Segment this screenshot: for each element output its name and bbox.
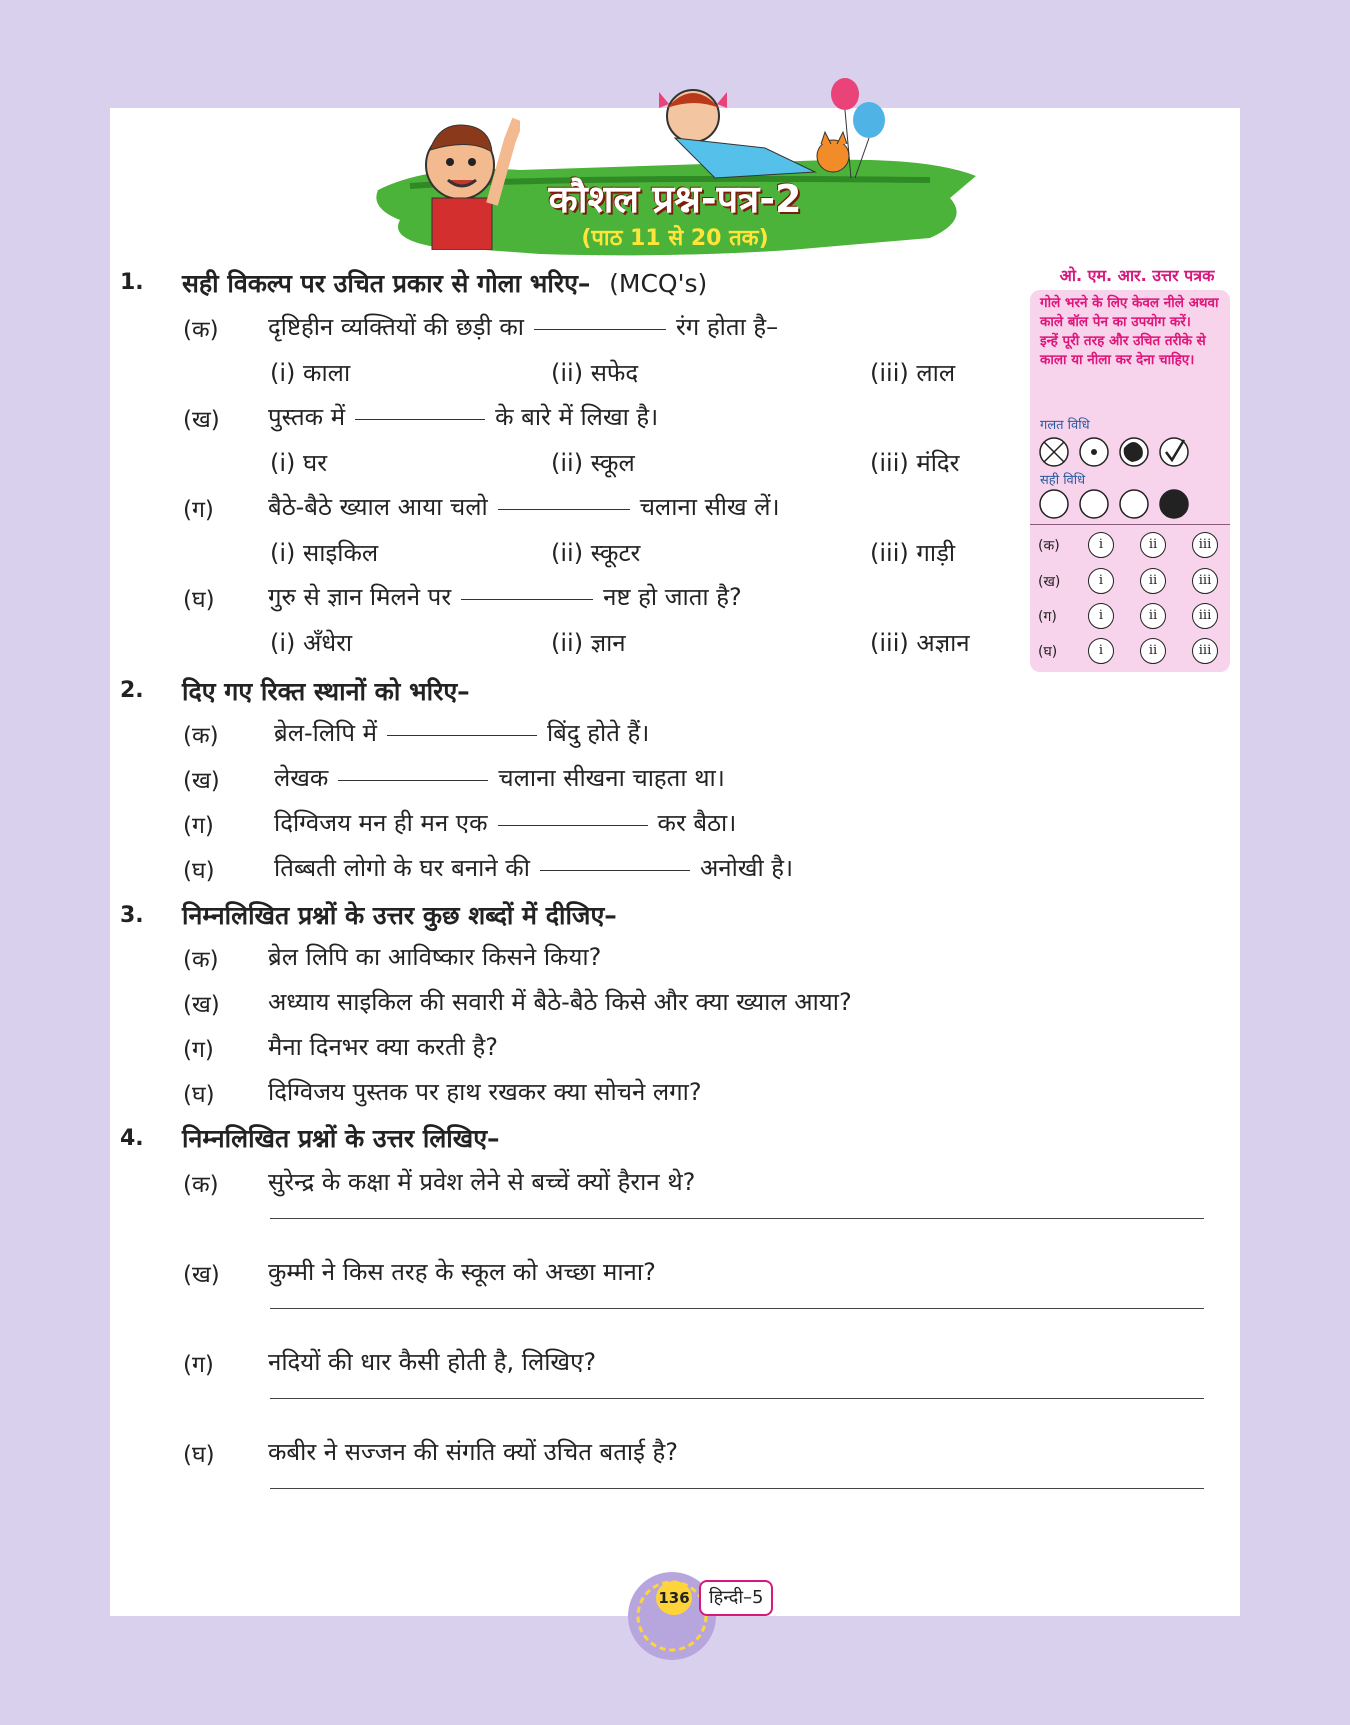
q1-option[interactable]: (ii) ज्ञान [551,629,626,657]
omr-bubble[interactable]: iii [1192,638,1218,664]
right-method-examples [1038,486,1198,522]
q2-item-pre: लेखक [274,764,329,792]
q3-item-label: (क) [183,947,219,973]
question-1-heading-text: सही विकल्प पर उचित प्रकार से गोला भरिए– [182,269,591,298]
q1-item-question [268,490,780,523]
q2-item-post: कर बैठा। [657,809,737,837]
omr-instruction-1: गोले भरने के लिए केवल नीले अथवा काले बॉल पेन का उपयोग करें। [1040,295,1219,330]
omr-bubble[interactable]: ii [1140,568,1166,594]
q4-item-question: सुरेन्द्र के कक्षा में प्रवेश लेने से बच्चें क्यों हैरान थे? [268,1168,696,1196]
q1-item-question [268,310,778,343]
book-tag: हिन्दी–5 [699,1580,773,1616]
q4-item-question: कुम्मी ने किस तरह के स्कूल को अच्छा माना? [268,1258,656,1286]
q3-item-label: (ग) [183,1037,214,1063]
omr-bubble[interactable]: ii [1140,532,1166,558]
q1-item-pre: गुरु से ज्ञान मिलने पर [268,583,452,611]
q2-item-post: बिंदु होते हैं। [546,719,650,747]
q1-option[interactable]: (i) काला [270,359,351,387]
omr-bubble[interactable]: iii [1192,568,1218,594]
q2-item-pre: तिब्बती लोगो के घर बनाने की [274,854,530,882]
q2-item-post: अनोखी है। [699,854,794,882]
q3-item-question: अध्याय साइकिल की सवारी में बैठे-बैठे किसे और क्या ख्याल आया? [268,988,852,1016]
q4-item-question: नदियों की धार कैसी होती है, लिखिए? [268,1348,597,1376]
blank-line [355,417,485,420]
boy-illustration [410,100,520,250]
omr-bubble[interactable]: i [1088,568,1114,594]
blank-line[interactable] [338,778,488,781]
question-3-heading: निम्नलिखित प्रश्नों के उत्तर कुछ शब्दों में दीजिए– [182,901,617,930]
q1-option[interactable]: (iii) लाल [870,359,956,387]
page-subtitle: (पाठ 11 से 20 तक) [581,226,769,251]
q1-option[interactable]: (ii) स्कूल [551,449,635,477]
omr-title: ओ. एम. आर. उत्तर पत्रक [1059,266,1215,285]
q2-item-label: (ख) [183,768,220,794]
question-4-number: 4. [120,1126,144,1151]
blank-line [498,507,630,510]
q2-item-question [274,761,725,794]
q1-item-label: (घ) [183,587,215,613]
answer-line[interactable] [270,1398,1204,1399]
q4-item-label: (घ) [183,1442,215,1468]
omr-row-label: (ख) [1038,574,1061,590]
q4-item-label: (ख) [183,1262,220,1288]
q2-item-label: (ग) [183,813,214,839]
q1-item-label: (क) [183,317,219,343]
q2-item-question [274,851,793,884]
q1-item-post: नष्ट हो जाता है? [603,583,742,611]
omr-bubble[interactable]: i [1088,532,1114,558]
question-2-number: 2. [120,678,144,703]
q1-option[interactable]: (i) साइकिल [270,539,379,567]
q2-item-label: (क) [183,723,219,749]
page-number: 136 [656,1581,692,1615]
omr-bubble[interactable]: i [1088,638,1114,664]
q2-item-question [274,716,649,749]
question-2-heading: दिए गए रिक्त स्थानों को भरिए– [182,677,470,706]
question-1-heading [182,266,707,300]
omr-bubble[interactable]: iii [1192,603,1218,629]
q1-option[interactable]: (iii) मंदिर [870,449,960,477]
page-title: कौशल प्रश्न-पत्र-2 [548,177,802,221]
q1-option[interactable]: (iii) अज्ञान [870,629,970,657]
omr-row-label: (क) [1038,538,1060,554]
q1-option[interactable]: (iii) गाड़ी [870,539,956,567]
q4-item-label: (क) [183,1172,219,1198]
q1-option[interactable]: (i) अँधेरा [270,629,353,657]
q1-item-post: चलाना सीख लें। [639,493,780,521]
q2-item-pre: दिग्विजय मन ही मन एक [274,809,488,837]
answer-line[interactable] [270,1218,1204,1219]
q4-item-label: (ग) [183,1352,214,1378]
question-3-number: 3. [120,903,144,928]
q3-item-question: मैना दिनभर क्या करती है? [268,1033,498,1061]
omr-bubble[interactable]: ii [1140,603,1166,629]
q4-item-question: कबीर ने सज्जन की संगति क्यों उचित बताई है? [268,1438,679,1466]
blank-line[interactable] [498,823,648,826]
q1-item-pre: बैठे-बैठे ख्याल आया चलो [268,493,488,521]
omr-divider [1030,524,1230,525]
q1-option[interactable]: (ii) स्कूटर [551,539,641,567]
omr-bubble[interactable]: i [1088,603,1114,629]
mcq-tag: (MCQ's) [609,269,708,298]
wrong-method-label: गलत विधि [1040,418,1090,433]
q1-item-label: (ख) [183,407,220,433]
omr-bubble[interactable]: iii [1192,532,1218,558]
omr-instructions [1040,294,1224,370]
omr-row-label: (ग) [1038,609,1057,625]
q1-item-pre: पुस्तक में [268,403,346,431]
q2-item-post: चलाना सीखना चाहता था। [498,764,725,792]
wrong-method-examples [1038,434,1198,470]
girl-illustration [655,78,895,183]
q3-item-label: (घ) [183,1082,215,1108]
q1-option[interactable]: (i) घर [270,449,328,477]
answer-line[interactable] [270,1488,1204,1489]
q1-item-pre: दृष्टिहीन व्यक्तियों की छड़ी का [268,313,524,341]
blank-line [534,327,666,330]
q2-item-label: (घ) [183,858,215,884]
question-4-heading: निम्नलिखित प्रश्नों के उत्तर लिखिए– [182,1124,500,1153]
right-method-label: सही विधि [1040,473,1086,488]
q1-item-post: के बारे में लिखा है। [495,403,659,431]
q1-item-label: (ग) [183,497,214,523]
q1-option[interactable]: (ii) सफेद [551,359,639,387]
answer-line[interactable] [270,1308,1204,1309]
omr-answer-sheet [1030,290,1230,672]
question-1-number: 1. [120,270,144,295]
q1-item-post: रंग होता है– [675,313,779,341]
omr-row-label: (घ) [1038,644,1058,660]
blank-line [461,597,593,600]
q3-item-label: (ख) [183,992,220,1018]
blank-line[interactable] [387,733,537,736]
blank-line[interactable] [540,868,690,871]
q2-item-question [274,806,736,839]
q1-item-question [268,580,742,613]
q3-item-question: दिग्विजय पुस्तक पर हाथ रखकर क्या सोचने लगा? [268,1078,702,1106]
q1-item-question [268,400,658,433]
q2-item-pre: ब्रेल-लिपि में [274,719,377,747]
omr-bubble[interactable]: ii [1140,638,1166,664]
omr-instruction-2: इन्हें पूरी तरह और उचित तरीके से काला या नीला कर देना चाहिए। [1040,333,1206,368]
q3-item-question: ब्रेल लिपि का आविष्कार किसने किया? [268,943,602,971]
